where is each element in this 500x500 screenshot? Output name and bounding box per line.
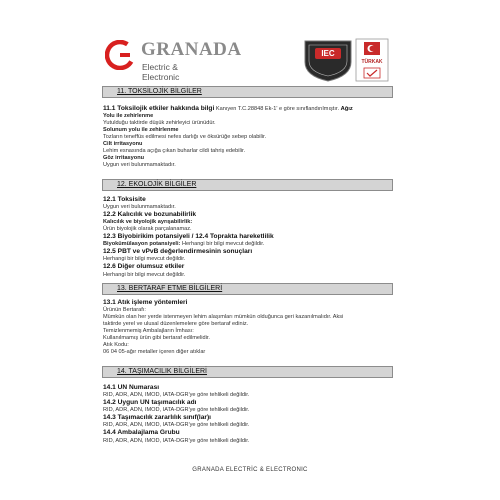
section-11-1-heading: 11.1 Toksilojik etkiler hakkında bilgi Kanıyen T.C.28848 Ek-1' e göre sınıflandırılmıştır. Ağız [103, 105, 353, 112]
subheading: 14.2 Uygun UN taşımacılık adı [103, 399, 197, 407]
text-line: 06 04 05-ağır metaller içeren diğer atıklar [103, 348, 206, 355]
subheading: 14.4 Ambalajlama Grubu [103, 429, 180, 437]
text-line: Herhangi bir bilgi mevcut değildir. [103, 256, 186, 263]
text-line: Uygun veri bulunmamaktadır. [103, 161, 176, 168]
text-line: Temizlenmemiş Ambalajların İmhası: [103, 327, 194, 334]
section-12-bar: 12. EKOLOJİK BİLGİLER [102, 179, 393, 191]
turkak-label: TÜRKAK [361, 59, 383, 65]
text-line: RID, ADR, ADN, IMOD, IATA-DGR'ye göre tehlikeli değildir. [103, 422, 250, 429]
subheading: 14.3 Taşımacılık zararlılık sınıf(lar)ı [103, 414, 211, 422]
text-line: Yolu ile zehirlenme [103, 113, 154, 120]
brand-title: GRANADA [141, 39, 242, 60]
text-line: Cilt irritasyonu [103, 140, 143, 147]
turkak-accreditation-badge [355, 38, 389, 82]
section-11-bar: 11. TOKSİLOJİK BİLGİLER [102, 86, 393, 98]
text-line: RID, ADR, ADN, IMOD, IATA-DGR'ye göre tehlikeli değildir. [103, 407, 250, 414]
iec-shield-icon [302, 38, 354, 82]
text-line: Atık Kodu: [103, 341, 129, 348]
iec-certification-badge [302, 38, 354, 82]
text-line: RID, ADR, ADN, IMOD, IATA-DGR'ye göre tehlikeli değildir. [103, 437, 250, 444]
iec-badge-label: IEC [321, 49, 335, 58]
subheading: 13.1 Atık işleme yöntemleri [103, 299, 188, 306]
brand-subtitle: Electric & Electronic [142, 62, 180, 82]
text-line: Tozların teneffüs edilmesi nefes darlığı ve öksürüğe sebep olabilir. [103, 133, 267, 140]
subheading: 12.6 Diğer olumsuz etkiler [103, 263, 185, 271]
section-14-bar: 14. TAŞIMACILIK BİLGİLERİ [102, 366, 393, 378]
text-line: Göz irritasyonu [103, 154, 145, 161]
granada-logo [105, 38, 242, 82]
text-line: RID, ADR, ADN, IMOD, IATA-DGR'ye göre tehlikeli değildir. [103, 392, 250, 399]
subheading: 12.5 PBT ve vPvB değerlendirmesinin sonuçları [103, 248, 253, 256]
text-line: taktirde yerel ve ulusal düzenlemelere göre bertaraf ediniz. [103, 321, 249, 328]
text-line: Ürün biyolojik olarak parçalanamaz. [103, 226, 192, 233]
section-12-content [103, 196, 393, 278]
subheading: 14.1 UN Numarası [103, 384, 160, 391]
subheading: 12.2 Kalıcılık ve bozunabilirlik [103, 211, 197, 219]
section-14-content [103, 384, 393, 444]
section-13-bar: 13. BERTARAF ETME BİLGİLERİ [102, 283, 393, 295]
text-line: Uygun veri bulunmamaktadır. [103, 204, 176, 211]
section-13-content [103, 299, 393, 356]
text-line: Yutulduğu taktirde düşük zehirleyici ürünüdür. [103, 120, 216, 127]
text-line: Biyokümülasyon potansiyeli: Herhangi bir bilgi mevcut değildir. [103, 241, 265, 248]
subheading: 12.3 Biyobirikim potansiyeli / 12.4 Toprakta hareketlilik [103, 233, 274, 241]
page-footer: GRANADA ELECTRİC & ELECTRONIC [192, 467, 308, 473]
text-line: Ürünün Bertarafı: [103, 307, 146, 314]
text-line: Solunum yolu ile zehirlenme [103, 127, 179, 134]
text-line: Herhangi bir bilgi mevcut değildir. [103, 271, 186, 278]
text-line: Mümkün olan her yerde istenmeyen lehim alaşımları mümkün olduğunca geri kazanılmalıdır. Aksi [103, 314, 344, 321]
text-line: Kalıcılık ve biyolojik ayrışabilirlik: [103, 219, 193, 226]
granada-logo-icon [105, 40, 135, 70]
section-11-content [103, 105, 393, 168]
text-line: Lehim esnasında açığa çıkan buharlar cildi tahriş edebilir. [103, 147, 246, 154]
subheading: 12.1 Toksisite [103, 196, 146, 203]
text-line: Kullanılmamış ürün gibi bertaraf edilmelidir. [103, 334, 210, 341]
